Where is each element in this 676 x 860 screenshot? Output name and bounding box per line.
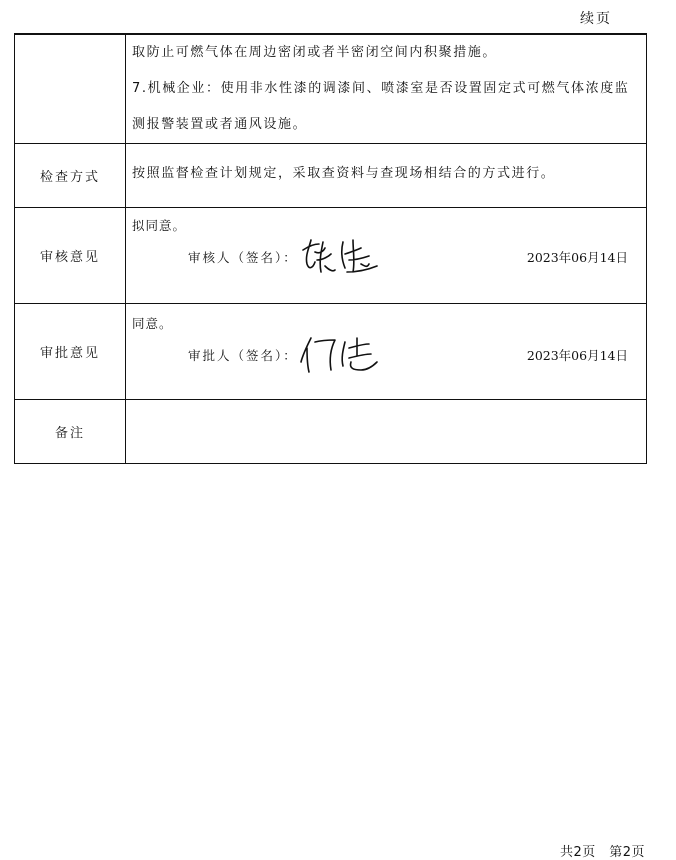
approver-sign-label: 审批人（签名）：	[188, 348, 298, 363]
remarks-cell	[126, 400, 647, 464]
inspection-method-label: 检查方式	[15, 144, 126, 208]
inspection-method-text: 按照监督检查计划规定，采取查资料与查现场相结合的方式进行。	[132, 165, 556, 181]
approval-signature-line	[132, 332, 640, 372]
page-footer: 共2页 第2页	[560, 845, 646, 860]
review-signature-line	[132, 234, 640, 274]
review-label: 审核意见	[15, 208, 126, 304]
approver-signature	[297, 332, 387, 376]
remarks-row	[15, 400, 647, 464]
inspection-method-cell	[126, 144, 647, 208]
inspection-method-row	[15, 144, 647, 208]
content-line-1: 取防止可燃气体在周边密闭或者半密闭空间内积聚措施。	[132, 45, 498, 60]
review-cell	[126, 208, 647, 304]
reviewer-signature	[297, 234, 387, 278]
review-date: 2023年06月14日	[526, 250, 628, 265]
content-row	[15, 34, 647, 144]
content-line-2: 7.机械企业：使用非水性漆的调漆间、喷漆室是否设置固定式可燃气体浓度监	[132, 81, 630, 96]
approval-opinion: 同意。	[132, 316, 173, 331]
approval-date: 2023年06月14日	[526, 348, 628, 363]
continued-page-label: 续页	[580, 11, 612, 27]
content-row-label	[15, 34, 126, 144]
content-cell	[126, 34, 647, 144]
approval-form-table	[14, 33, 647, 464]
approval-label: 审批意见	[15, 304, 126, 400]
approval-row	[15, 304, 647, 400]
review-row	[15, 208, 647, 304]
approval-cell	[126, 304, 647, 400]
reviewer-sign-label: 审核人（签名）：	[188, 250, 298, 265]
remarks-label: 备注	[15, 400, 126, 464]
content-line-3: 测报警装置或者通风设施。	[132, 117, 308, 132]
review-opinion: 拟同意。	[132, 218, 187, 233]
